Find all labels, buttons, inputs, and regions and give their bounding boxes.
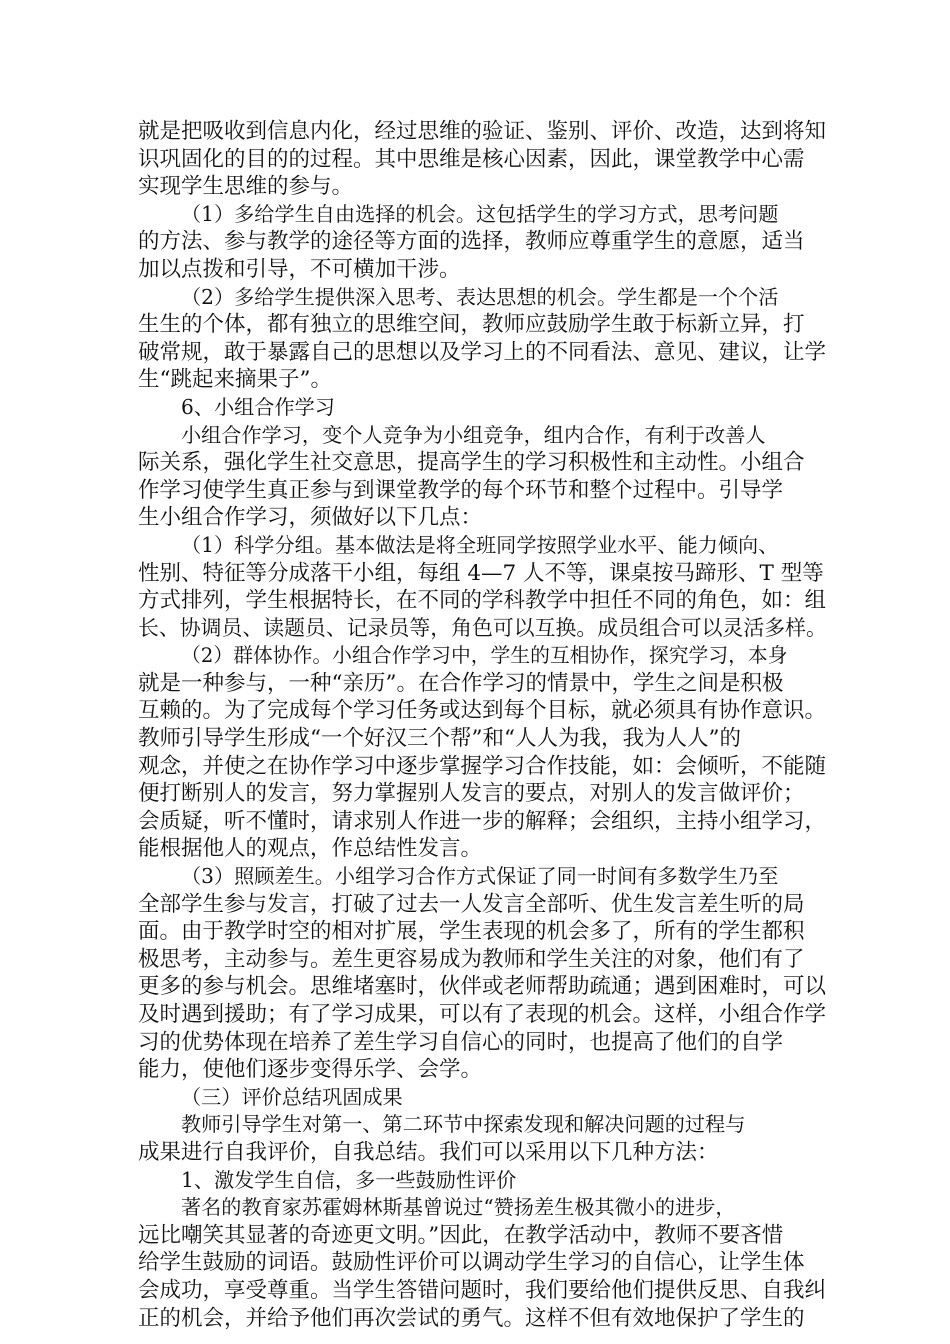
text-line: 生小组合作学习，须做好以下几点： xyxy=(138,505,483,531)
text-line: 全部学生参与发言，打破了过去一人发言全部听、优生发言差生听的局 xyxy=(138,891,805,917)
text-line: 加以点拨和引导，不可横加干涉。 xyxy=(138,256,461,282)
text-line: （三）评价总结巩固成果 xyxy=(181,1084,403,1109)
text-line: （1）多给学生自由选择的机会。这包括学生的学习方式，思考问题 xyxy=(181,201,779,226)
text-line: 方式排列，学生根据特长，在不同的学科教学中担任不同的角色，如：组 xyxy=(138,588,827,614)
text-line: 给学生鼓励的词语。鼓励性评价可以调动学生学习的自信心，让学生体 xyxy=(138,1250,805,1276)
text-line: 能根据他人的观点，作总结性发言。 xyxy=(138,836,483,862)
text-line: 面。由于教学时空的相对扩展，学生表现的机会多了，所有的学生都积 xyxy=(138,919,805,945)
text-line: 观念，并使之在协作学习中逐步掌握学习合作技能，如：会倾听，不能随 xyxy=(138,753,827,779)
text-line: 实现学生思维的参与。 xyxy=(138,174,354,200)
text-line: 极思考，主动参与。差生更容易成为教师和学生关注的对象，他们有了 xyxy=(138,946,805,972)
text-line: 小组合作学习，变个人竞争为小组竞争，组内合作，有利于改善人 xyxy=(181,422,766,447)
text-line: 长、协调员、读题员、记录员等，角色可以互换。成员组合可以灵活多样。 xyxy=(138,615,827,640)
text-line: 就是一种参与，一种“亲历”。在合作学习的情景中，学生之间是积极 xyxy=(138,670,784,696)
text-line: 的方法、参与教学的途径等方面的选择，教师应尊重学生的意愿，适当 xyxy=(138,229,805,255)
text-line: 识巩固化的目的的过程。其中思维是核心因素，因此，课堂教学中心需 xyxy=(138,146,805,172)
text-line: 作学习使学生真正参与到课堂教学的每个环节和整个过程中。引导学 xyxy=(138,477,784,503)
text-line: 性别、特征等分成落干小组，每组 4—7 人不等，课桌按马蹄形、T 型等 xyxy=(138,560,824,586)
text-line: 教师引导学生对第一、第二环节中探索发现和解决问题的过程与 xyxy=(181,1112,746,1137)
text-line: 6、小组合作学习 xyxy=(181,394,335,419)
text-line: （2）多给学生提供深入思考、表达思想的机会。学生都是一个个活 xyxy=(181,284,779,309)
document-body xyxy=(138,118,828,1332)
text-line: 会质疑，听不懂时，请求别人作进一步的解释；会组织，主持小组学习， xyxy=(138,808,827,834)
text-line: 及时遇到援助；有了学习成果，可以有了表现的机会。这样，小组合作学 xyxy=(138,1002,827,1027)
text-line: 1、激发学生自信，多一些鼓励性评价 xyxy=(181,1167,517,1192)
text-line: 更多的参与机会。思维堵塞时，伙伴或老师帮助疏通；遇到困难时，可以 xyxy=(138,974,827,1000)
text-line: 远比嘲笑其显著的奇迹更文明。”因此，在教学活动中，教师不要吝惜 xyxy=(138,1222,784,1248)
text-line: 成果进行自我评价，自我总结。我们可以采用以下几种方法： xyxy=(138,1139,719,1165)
text-line: 著名的教育家苏霍姆林斯基曾说过“赞扬差生极其微小的进步， xyxy=(181,1195,736,1220)
text-line: 教师引导学生形成“一个好汉三个帮”和“人人为我，我为人人”的 xyxy=(138,726,741,752)
text-line: 就是把吸收到信息内化，经过思维的验证、鉴别、评价、改造，达到将知 xyxy=(138,119,827,144)
text-line: （3）照顾差生。小组学习合作方式保证了同一时间有多数学生乃至 xyxy=(181,864,779,889)
text-line: 生“跳起来摘果子”。 xyxy=(138,367,332,393)
text-line: （1）科学分组。基本做法是将全班同学按照学业水平、能力倾向、 xyxy=(181,532,779,557)
text-line: 生生的个体，都有独立的思维空间，教师应鼓励学生敢于标新立异，打 xyxy=(138,312,805,338)
text-line: 会成功，享受尊重。当学生答错问题时，我们要给他们提供反思、自我纠 xyxy=(138,1277,827,1303)
text-line: 便打断别人的发言，努力掌握别人发言的要点，对别人的发言做评价； xyxy=(138,781,805,807)
text-line: 能力，使他们逐步变得乐学、会学。 xyxy=(138,1057,483,1083)
text-line: （2）群体协作。小组合作学习中，学生的互相协作，探究学习，本身 xyxy=(181,644,788,668)
text-line: 互赖的。为了完成每个学习任务或达到每个目标，就必须具有协作意识。 xyxy=(138,698,827,724)
text-line: 正的机会，并给予他们再次尝试的勇气。这样不但有效地保护了学生的 xyxy=(138,1305,805,1331)
text-line: 习的优势体现在培养了差生学习自信心的同时，也提高了他们的自学 xyxy=(138,1029,784,1055)
text-line: 破常规，敢于暴露自己的思想以及学习上的不同看法、意见、建议，让学 xyxy=(138,339,827,365)
text-line: 际关系，强化学生社交意思，提高学生的学习积极性和主动性。小组合 xyxy=(138,450,805,476)
